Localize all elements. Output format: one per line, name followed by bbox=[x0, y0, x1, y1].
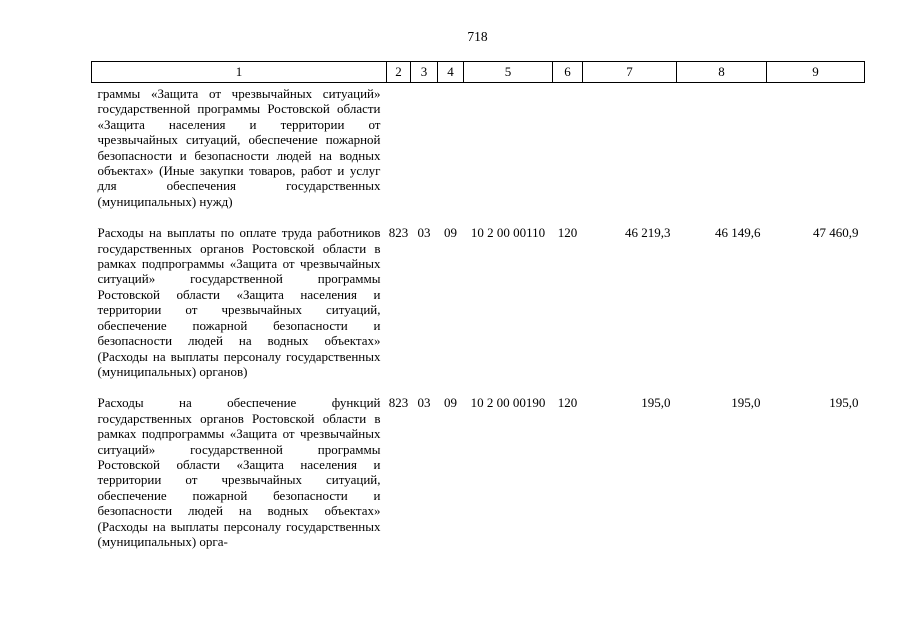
cell-amount-1: 46 219,3 bbox=[625, 225, 671, 241]
cell-amount-2 bbox=[677, 83, 767, 226]
column-header: 5 bbox=[464, 62, 553, 83]
cell-ministry-code: 823 bbox=[388, 225, 409, 241]
cell-section: 03 bbox=[417, 395, 431, 411]
table-row bbox=[92, 225, 865, 395]
column-header: 8 bbox=[677, 62, 767, 83]
cell-amount-3 bbox=[767, 83, 865, 226]
row-description: Расходы на выплаты по оплате труда работников государственных органов Ростовской области в рамках подпрограммы «Защита от чрезвычайных ситуаций» государственной программы Ростовской области «Защита населения и территории от чрезвычайных ситуаций, обеспечение пожарной безопасности и безопасности людей на водных объектах» (Расходы на выплаты персоналу государственных (муниципальных) органов) bbox=[97, 225, 381, 379]
column-header: 6 bbox=[553, 62, 583, 83]
cell-subsection: 09 bbox=[444, 225, 457, 241]
cell-subsection bbox=[438, 83, 464, 226]
table-header-row bbox=[92, 62, 865, 83]
cell-ministry-code bbox=[387, 83, 411, 226]
column-header: 7 bbox=[583, 62, 677, 83]
cell-section: 03 bbox=[417, 225, 431, 241]
column-header: 9 bbox=[767, 62, 865, 83]
column-header: 3 bbox=[411, 62, 438, 83]
cell-target-article: 10 2 00 00190 bbox=[470, 395, 546, 411]
cell-ministry-code: 823 bbox=[388, 395, 409, 411]
cell-expense-type bbox=[553, 83, 583, 226]
cell-amount-1: 195,0 bbox=[641, 395, 671, 411]
column-header: 2 bbox=[387, 62, 411, 83]
cell-target-article: 10 2 00 00110 bbox=[470, 225, 546, 241]
cell-amount-3: 47 460,9 bbox=[813, 225, 859, 241]
cell-expense-type: 120 bbox=[557, 395, 578, 411]
cell-expense-type: 120 bbox=[557, 225, 578, 241]
budget-table bbox=[91, 61, 865, 549]
row-description: Расходы на обеспечение функций государственных органов Ростовской области в рамках подпрограммы «Защита от чрезвычайных ситуаций» государственной программы Ростовской области «Защита населения и территории от чрезвычайных ситуаций, обеспечение пожарной безопасности и безопасности людей на водных объектах» (Расходы на выплаты персоналу государственных (муниципальных) орга- bbox=[97, 395, 381, 549]
column-header: 4 bbox=[438, 62, 464, 83]
cell-amount-2: 195,0 bbox=[731, 395, 761, 411]
table-row bbox=[92, 83, 865, 226]
cell-amount-2: 46 149,6 bbox=[715, 225, 761, 241]
cell-section bbox=[411, 83, 438, 226]
cell-subsection: 09 bbox=[444, 395, 457, 411]
table-row bbox=[92, 395, 865, 549]
cell-amount-3: 195,0 bbox=[829, 395, 859, 411]
cell-amount-1 bbox=[583, 83, 677, 226]
column-header: 1 bbox=[92, 62, 387, 83]
page-number: 718 bbox=[467, 29, 488, 44]
cell-target-article bbox=[464, 83, 553, 226]
row-description: граммы «Защита от чрезвычайных ситуаций» государственной программы Ростовской области «Защита населения и территории от чрезвычайных ситуаций, обеспечение пожарной безопасности и безопасности людей на водных объектах» (Иные закупки товаров, работ и услуг для обеспечения государственных (муниципальных) нужд) bbox=[97, 86, 381, 209]
